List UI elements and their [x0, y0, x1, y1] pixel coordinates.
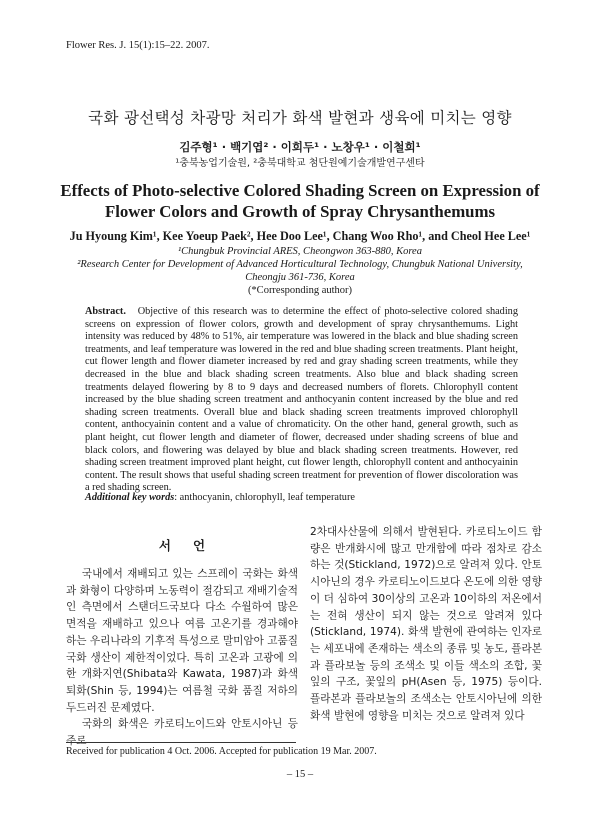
right-column — [310, 524, 542, 724]
affiliation-line-3: Cheongju 361-736, Korea — [245, 272, 355, 283]
received-footnote: Received for publication 4 Oct. 2006. Accepted for publication 19 Mar. 2007. — [66, 746, 377, 757]
corresponding-author-note: (*Corresponding author) — [247, 285, 353, 296]
page-number: – 15 – — [286, 769, 314, 780]
english-authors: Ju Hyoung Kim¹, Kee Yoeup Paek², Hee Doo Lee¹, Chang Woo Rho¹, and Cheol Hee Lee¹ — [69, 229, 531, 243]
korean-authors: 김주형¹ · 백기엽² · 이희두¹ · 노창우¹ · 이철희¹ — [179, 140, 421, 154]
abstract-label: Abstract. — [85, 306, 126, 317]
keywords-label: Additional key words — [85, 492, 175, 503]
intro-paragraph-1: 국내에서 재배되고 있는 스프레이 국화는 화색과 화형이 다양하며 노동력이 절감되고 재배기술적인 측면에서 스탠더드국보다 다소 수월하여 많은 면적을 재배하고 있으나 여름 고온기를 경과해야 하는 우리나라의 기후적 특성으로 말미암아 고품질 국화 생산이 제한적이었다. 특히 고온과 고광에 의한 개화지연(Shibata와 Kawata, 1987)과 화색 퇴화(Shin 등, 1994)는 여름철 국화 품질 저하의 두드러진 문제였다. — [66, 568, 298, 714]
english-affiliation — [30, 245, 570, 297]
introduction-heading: 서언 — [158, 538, 228, 553]
korean-title: 국화 광선택성 차광망 처리가 화색 발현과 생육에 미치는 영향 — [88, 109, 512, 127]
footnote-divider — [66, 742, 296, 743]
english-title — [40, 180, 560, 222]
english-title-line-2: Flower Colors and Growth of Spray Chrysanthemums — [104, 202, 496, 221]
abstract-text: Objective of this research was to determine the effect of photo-selective colored shading screens on expression of flower colors, growth and development of spray chrysanthemums. Light intensity was reduced by 48% to 51%, air temperature was lowered in the black and blue shading screen treatments, and leaf temperature was lowered in the red and blue shading screen treatments. Plant height, cut flower length and flower diameter increased by red and gray shading screen treatments, while they decreased in the blue and black shading screen treatments. Also blue and black shading screen treatments delayed flowering by 8 to 9 days and decreased numbers of florets. Chlorophyll content increased by the blue shading screen treatment and anthocyanin content increased by the blue and red shading screen treatments. Overall blue and black shading screen treatments improved chlorophyll content, anthocyainin content and a value of chromaticity. On the other hand, general growth, such as plant height, cut flower length and diameter of flower, decreased under shading screens of blue and black colors, and flowering was delayed by blue and black shading screen treatments. However, red shading screen treatment improved plant height, cut flower length, chlorophyll content and anthocyainin content. The result shows that useful shading screen treatment for prevention of flower discoloration was a red shading screen. — [85, 306, 518, 494]
affiliation-line-2: ²Research Center for Development of Advanced Horticultural Technology, Chungbuk National University, — [77, 259, 523, 270]
keywords — [85, 492, 518, 503]
intro-paragraph-2: 국화의 화색은 카로티노이드와 안토시아닌 등 주로 — [66, 718, 298, 748]
affiliation-line-1: ¹Chungbuk Provincial ARES, Cheongwon 363-880, Korea — [178, 246, 422, 257]
english-title-line-1: Effects of Photo-selective Colored Shading Screen on Expression of — [60, 181, 540, 200]
keywords-text: : anthocyanin, chlorophyll, leaf temperature — [174, 492, 355, 503]
journal-citation: Flower Res. J. 15(1):15–22. 2007. — [66, 40, 210, 51]
left-column — [66, 566, 298, 750]
abstract — [85, 306, 518, 495]
intro-paragraph-3: 2차대사산물에 의해서 발현된다. 카로티노이드 함량은 반개화시에 많고 만개함에 따라 점차로 감소하는 것(Stickland, 1972)으로 알려져 있다. 안토시아닌의 경우 카로티노이드보다 온도에 의한 영향이 더 심하여 30이상의 고온과 10이하의 저온에서는 전혀 생산이 되지 않는 것으로 알려져 있다(Stickland, 1974). 화색 발현에 관여하는 인자로는 세포내에 존재하는 색소의 종류 및 농도, 플라본과 플라보놀 등의 조색소 및 이들 색소의 조합, 꽃잎의 구조, 꽃잎의 pH(Asen 등, 1975) 등이다. 플라본과 플라보놀의 조색소는 안토시아닌에 의한 화색 발현에 영향을 미치는 것으로 알려져 있다 — [310, 526, 542, 722]
korean-affiliation: ¹충북농업기술원, ²충북대학교 첨단원예기술개발연구센타 — [175, 158, 425, 169]
